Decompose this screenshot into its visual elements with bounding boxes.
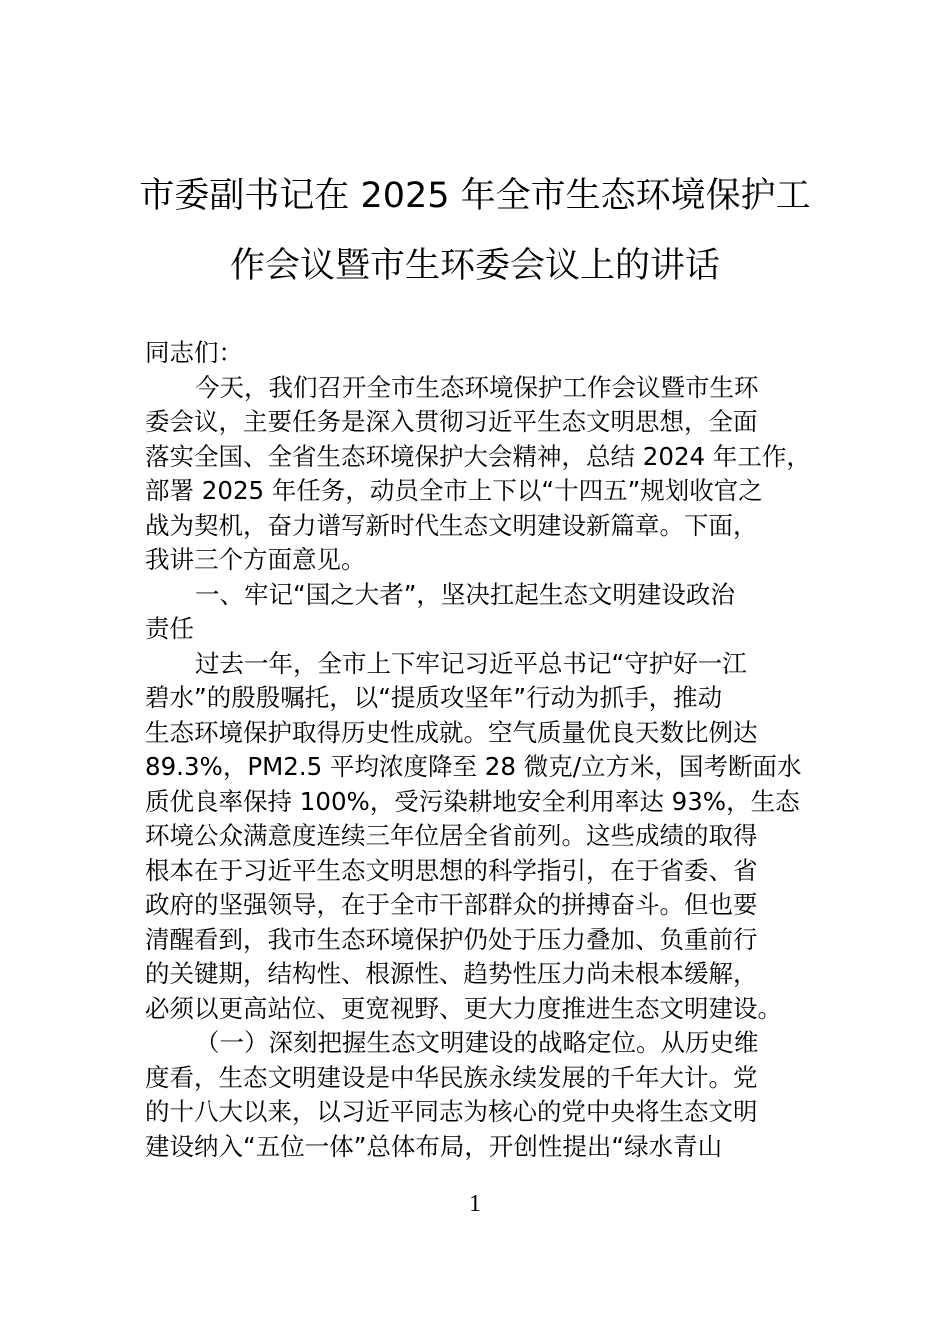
section-heading-line: 责任 — [145, 614, 194, 643]
paragraph-line: 建设纳入“五位一体”总体布局，开创性提出“绿水青山 — [145, 1131, 723, 1161]
paragraph-line: 的关键期，结构性、根源性、趋势性压力尚未根本缓解， — [145, 959, 758, 988]
paragraph-line: 部署 2025 年任务，动员全市上下以“十四五”规划收官之 — [145, 476, 763, 505]
paragraph-line: 政府的坚强领导，在于全市干部群众的拼搏奋斗。但也要 — [145, 890, 758, 919]
paragraph-line: 委会议，主要任务是深入贯彻习近平生态文明思想，全面 — [145, 407, 758, 436]
page-number: 1 — [469, 1191, 481, 1217]
document-title-line-1: 市委副书记在 2025 年全市生态环境保护工 — [139, 176, 811, 216]
section-heading-line: 一、牢记“国之大者”，坚决扛起生态文明建设政治 — [195, 579, 735, 609]
salutation: 同志们： — [145, 338, 243, 367]
paragraph-line: 质优良率保持 100%，受污染耕地安全利用率达 93%，生态 — [145, 786, 800, 816]
paragraph-line: 碧水”的殷殷嘱托，以“提质攻坚年”行动为抓手，推动 — [145, 683, 723, 712]
paragraph-line: 环境公众满意度连续三年位居全省前列。这些成绩的取得 — [145, 821, 758, 850]
paragraph-line: 的十八大以来，以习近平同志为核心的党中央将生态文明 — [145, 1097, 758, 1126]
paragraph-line: 根本在于习近平生态文明思想的科学指引，在于省委、省 — [145, 855, 758, 885]
paragraph-line: 过去一年，全市上下牢记习近平总书记“守护好一江 — [195, 648, 747, 678]
paragraph-line: 战为契机，奋力谱写新时代生态文明建设新篇章。下面， — [145, 510, 758, 540]
paragraph-line: 我讲三个方面意见。 — [145, 545, 366, 574]
paragraph-line: 今天，我们召开全市生态环境保护工作会议暨市生环 — [195, 372, 759, 402]
paragraph-line: 度看，生态文明建设是中华民族永续发展的千年大计。党 — [145, 1062, 758, 1092]
subsection-line: （一）深刻把握生态文明建设的战略定位。从历史维 — [195, 1028, 759, 1057]
paragraph-line: 清醒看到，我市生态环境保护仍处于压力叠加、负重前行 — [145, 924, 758, 954]
paragraph-line: 必须以更高站位、更宽视野、更大力度推进生态文明建设。 — [145, 993, 782, 1023]
document-title-line-2: 作会议暨市生环委会议上的讲话 — [229, 246, 720, 286]
paragraph-line: 89.3%，PM2.5 平均浓度降至 28 微克/立方米，国考断面水 — [145, 752, 802, 781]
document-body — [145, 336, 815, 1164]
paragraph-line: 落实全国、全省生态环境保护大会精神，总结 2024 年工作， — [145, 441, 811, 471]
paragraph-line: 生态环境保护取得历史性成就。空气质量优良天数比例达 — [145, 717, 758, 747]
